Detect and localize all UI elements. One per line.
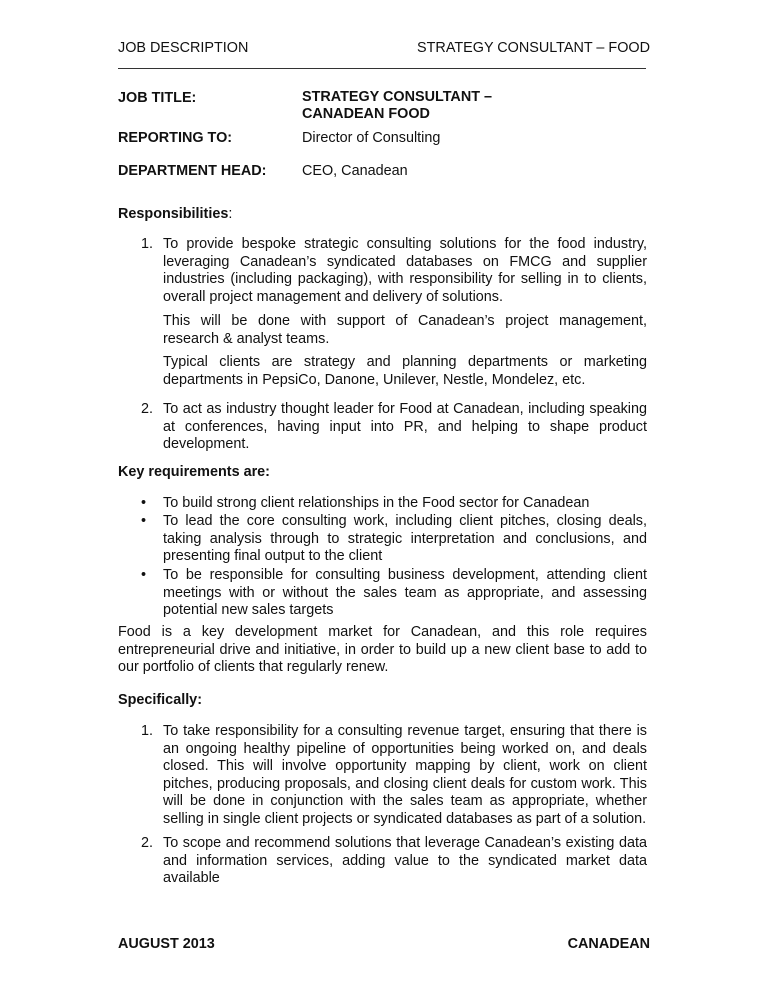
- field-label-job-title: JOB TITLE:: [118, 90, 197, 106]
- responsibility-text-2: To act as industry thought leader for Food at Canadean, including speaking at conferences, having input into PR, and helping to shape product development.: [163, 401, 647, 453]
- bullet-text-1: To build strong client relationships in the Food sector for Canadean: [163, 495, 590, 511]
- bullet-text-2: To lead the core consulting work, including client pitches, closing deals, taking analysis through to strategic interpretation and conclusions, and presenting final output to the client: [163, 513, 647, 565]
- bullet-marker-1: •: [141, 495, 147, 511]
- field-value-job-title-line1: STRATEGY CONSULTANT –: [302, 89, 493, 105]
- responsibilities-title: Responsibilities: [118, 206, 229, 222]
- responsibilities-colon: :: [228, 206, 233, 222]
- specifically-text-1: To take responsibility for a consulting revenue target, ensuring that there is an ongoing healthy pipeline of opportunities being worked on, and deals closed. This will involve opportunity mapping by client, work on client pitches, producing proposals, and closing client deals for custom work. This will be done in conjunction with the sales team as appropriate, whether selling in single client projects or syndicated databases as part of a solution.: [163, 723, 647, 827]
- responsibilities-heading: [118, 206, 232, 222]
- bullet-text-3: To be responsible for consulting business development, attending client meetings with or without the sales team as appropriate, and assessing potential new sales targets: [163, 567, 647, 619]
- field-value-reporting-to: Director of Consulting: [302, 130, 441, 146]
- bullet-marker-2: •: [141, 513, 147, 529]
- specifically-heading: Specifically:: [118, 692, 202, 708]
- responsibility-number-2: 2.: [141, 401, 154, 417]
- responsibility-para-3: Typical clients are strategy and planning departments or marketing departments in PepsiCo, Danone, Unilever, Nestle, Mondelez, etc.: [163, 354, 647, 388]
- field-label-reporting-to: REPORTING TO:: [118, 130, 233, 146]
- responsibility-para-2: This will be done with support of Canadean’s project management, research & analyst teams.: [163, 313, 647, 347]
- summary-paragraph: Food is a key development market for Canadean, and this role requires entrepreneurial drive and initiative, in order to build up a new client base to add to our portfolio of clients that regularly renew.: [118, 624, 647, 676]
- header-left: JOB DESCRIPTION: [118, 40, 249, 56]
- specifically-number-2: 2.: [141, 835, 154, 851]
- specifically-text-2: To scope and recommend solutions that leverage Canadean’s existing data and information services, adding value to the syndicated market data available: [163, 835, 647, 887]
- field-label-department-head: DEPARTMENT HEAD:: [118, 163, 267, 179]
- footer-company: CANADEAN: [567, 936, 650, 952]
- field-value-department-head: CEO, Canadean: [302, 163, 408, 179]
- responsibility-text-1: To provide bespoke strategic consulting solutions for the food industry, leveraging Canadean’s syndicated databases on FMCG and supplier industries (including packaging), with responsibility for selling in to clients, overall project management and delivery of solutions.: [163, 236, 647, 305]
- key-requirements-heading: Key requirements are:: [118, 464, 270, 480]
- specifically-number-1: 1.: [141, 723, 154, 739]
- field-value-job-title-line2: CANADEAN FOOD: [302, 106, 430, 122]
- footer-date: AUGUST 2013: [118, 936, 215, 952]
- header-right: STRATEGY CONSULTANT – FOOD: [417, 40, 650, 56]
- bullet-marker-3: •: [141, 567, 147, 583]
- header-rule: [118, 68, 646, 69]
- responsibility-number-1: 1.: [141, 236, 154, 252]
